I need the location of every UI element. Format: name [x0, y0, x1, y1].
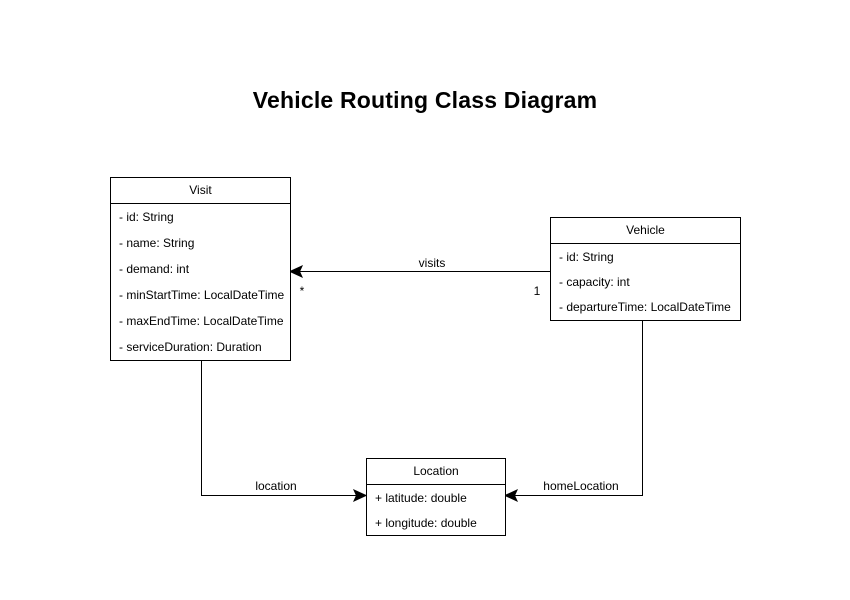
class-vehicle-attr-departure-time: - departureTime: LocalDateTime	[559, 300, 731, 315]
class-location	[366, 458, 506, 536]
class-visit-attr-service-duration: - serviceDuration: Duration	[119, 340, 262, 354]
class-visit-attr-demand: - demand: int	[119, 262, 190, 276]
class-vehicle-attr-id: - id: String	[559, 249, 614, 264]
edge-label-visits: visits	[418, 256, 446, 270]
diagram-title: Vehicle Routing Class Diagram	[252, 87, 598, 113]
class-visit	[110, 177, 291, 361]
home-location-edge-line	[511, 320, 643, 496]
class-visit-name: Visit	[111, 178, 290, 204]
class-visit-attr-min-start-time: - minStartTime: LocalDateTime	[119, 288, 285, 302]
visits-source-multiplicity: 1	[533, 284, 541, 298]
class-location-name: Location	[367, 459, 505, 485]
visits-target-multiplicity: *	[299, 284, 305, 298]
location-edge-line	[202, 360, 361, 496]
class-location-attr-longitude: + longitude: double	[375, 515, 477, 530]
class-vehicle-attr-capacity: - capacity: int	[559, 274, 630, 289]
class-vehicle-attributes	[551, 244, 740, 320]
class-location-attr-latitude: + latitude: double	[375, 490, 467, 505]
class-visit-attr-max-end-time: - maxEndTime: LocalDateTime	[119, 314, 284, 328]
class-location-attributes	[367, 485, 505, 535]
class-visit-attributes	[111, 204, 290, 360]
class-vehicle-name: Vehicle	[551, 218, 740, 244]
class-visit-attr-id: - id: String	[119, 210, 174, 224]
class-vehicle	[550, 217, 741, 321]
edge-label-location: location	[255, 479, 297, 493]
edge-label-home-location: homeLocation	[543, 479, 619, 493]
class-visit-attr-name: - name: String	[119, 236, 195, 250]
